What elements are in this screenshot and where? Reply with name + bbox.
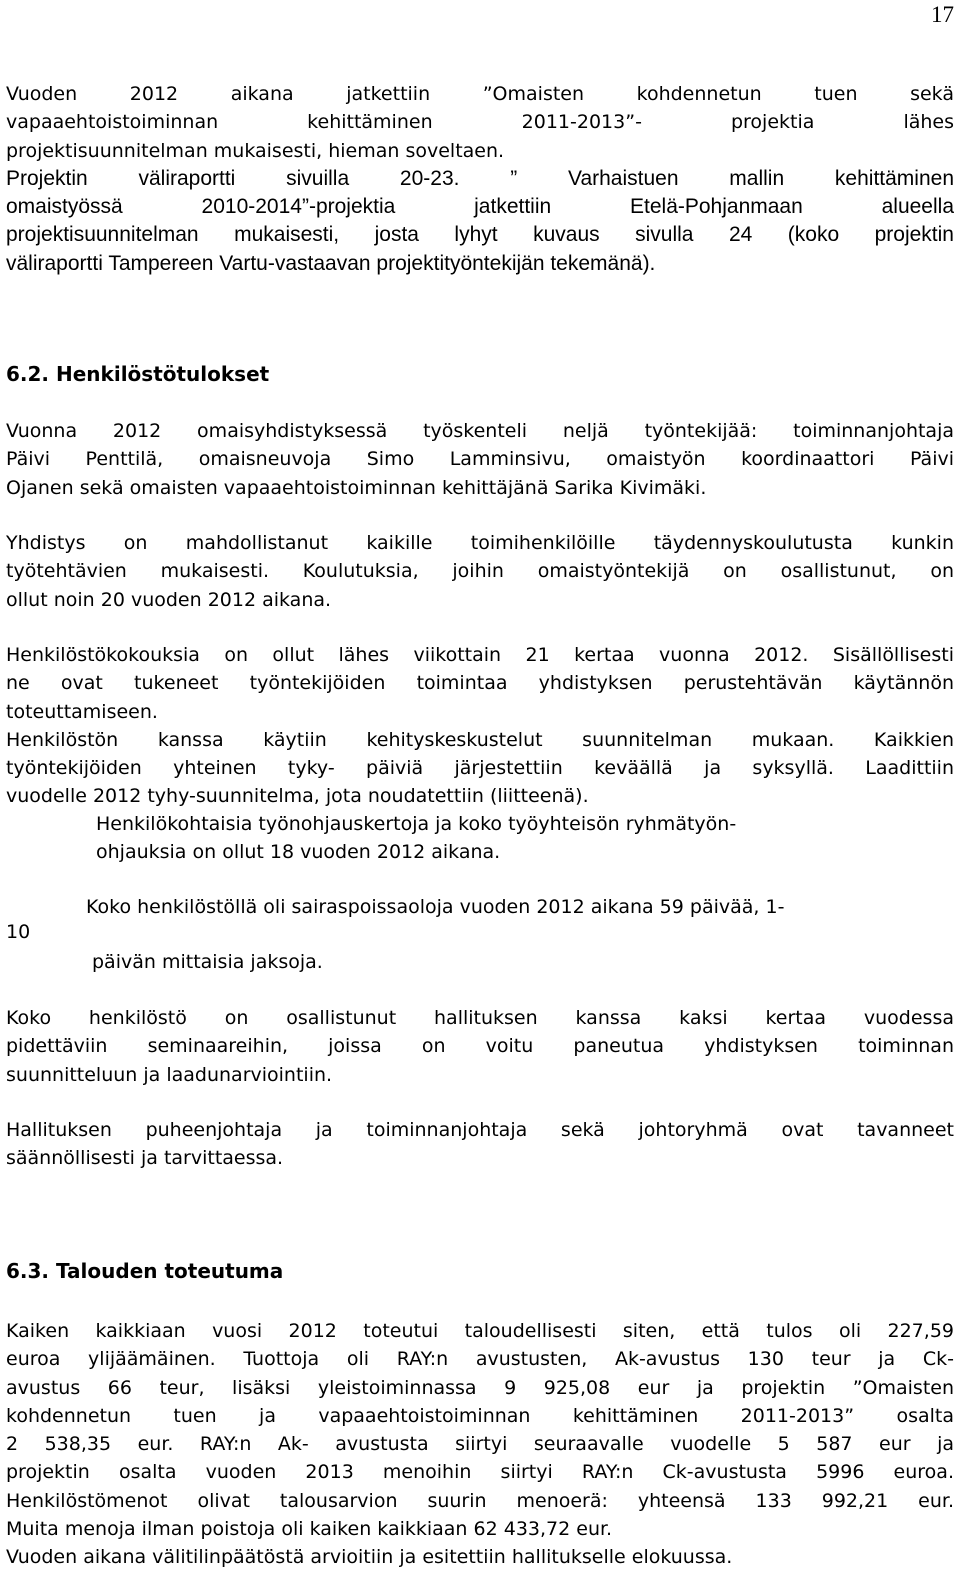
text-line: Koko henkilöstö on osallistunut hallituksen kanssa kaksi kertaa vuodessa <box>6 1007 954 1029</box>
text-line: avustus 66 teur, lisäksi yleistoiminnassa 9 925,08 eur ja projektin ”Omaisten <box>6 1376 954 1399</box>
text-line: omaistyössä 2010-2014”-projektia jatkettiin Etelä-Pohjanmaan alueella <box>6 195 954 219</box>
text-line: Kaiken kaikkiaan vuosi 2012 toteutui taloudellisesti siten, että tulos oli 227,59 <box>6 1320 954 1342</box>
text-line: toteuttamiseen. <box>6 700 158 723</box>
text-line: Muita menoja ilman poistoja oli kaiken kaikkiaan 62 433,72 eur. <box>6 1518 613 1541</box>
text-line: Vuonna 2012 omaisyhdistyksessä työskenteli neljä työntekijää: toiminnanjohtaja <box>6 420 954 442</box>
text-line: Yhdistys on mahdollistanut kaikille toimihenkilöille täydennyskoulutusta kunkin <box>6 532 954 554</box>
text-line: ohjauksia on ollut 18 vuoden 2012 aikana. <box>96 841 501 864</box>
meetings-paragraph <box>6 641 954 811</box>
coaching-paragraph <box>96 810 736 867</box>
page-number: 17 <box>931 2 954 27</box>
text-line: ollut noin 20 vuoden 2012 aikana. <box>6 588 332 611</box>
text-line: Ojanen sekä omaisten vapaaehtoistoiminnan kehittäjänä Sarika Kivimäki. <box>6 476 707 499</box>
intro-paragraph <box>6 80 954 278</box>
text-line: projektisuunnitelman mukaisesti, hieman soveltaen. <box>6 139 505 162</box>
text-line: vuodelle 2012 tyhy-suunnitelma, jota noudatettiin (liitteenä). <box>6 785 589 808</box>
text-line: vapaaehtoistoiminnan kehittäminen 2011-2013”- projektia lähes <box>6 111 954 134</box>
text-line: projektisuunnitelman mukaisesti, josta lyhyt kuvaus sivulla 24 (koko projektin <box>6 223 954 247</box>
sick-leave-line: Koko henkilöstöllä oli sairaspoissaoloja vuoden 2012 aikana 59 päivää, 1- <box>86 896 785 918</box>
text-line: Henkilökohtaisia työnohjauskertoja ja koko työyhteisön ryhmätyön- <box>96 813 737 835</box>
text-line: ne ovat tukeneet työntekijöiden toimintaa yhdistyksen perustehtävän käytännön <box>6 672 954 695</box>
board-paragraph <box>6 1116 954 1173</box>
text-line: Päivi Penttilä, omaisneuvoja Simo Lamminsivu, omaistyön koordinaattori Päivi <box>6 448 954 471</box>
text-line: säännöllisesti ja tarvittaessa. <box>6 1147 284 1170</box>
text-line: Henkilöstömenot olivat talousarvion suurin menoerä: yhteensä 133 992,21 eur. <box>6 1489 954 1512</box>
text-line: pidettäviin seminaareihin, joissa on voitu paneutua yhdistyksen toiminnan <box>6 1035 954 1058</box>
text-line: työtehtävien mukaisesti. Koulutuksia, joihin omaistyöntekijä on osallistunut, on <box>6 560 954 583</box>
text-line: projektin osalta vuoden 2013 menoihin siirtyi RAY:n Ck-avustusta 5996 euroa. <box>6 1461 954 1484</box>
text-line: työntekijöiden yhteinen tyky- päiviä järjestettiin keväällä ja syksyllä. Laadittiin <box>6 757 954 780</box>
text-line: 2 538,35 eur. RAY:n Ak- avustusta siirtyi seuraavalle vuodelle 5 587 eur ja <box>6 1433 954 1456</box>
training-paragraph <box>6 529 954 614</box>
text-line: Hallituksen puheenjohtaja ja toiminnanjohtaja sekä johtoryhmä ovat tavanneet <box>6 1119 954 1141</box>
text-line: suunnitteluun ja laadunarviointiin. <box>6 1063 333 1086</box>
section-heading-6-2: 6.2. Henkilöstötulokset <box>6 362 270 386</box>
sick-leave-line-2: päivän mittaisia jaksoja. <box>92 951 323 973</box>
staff-paragraph <box>6 417 954 502</box>
text-line: Henkilöstön kanssa käytiin kehityskeskustelut suunnitelman mukaan. Kaikkien <box>6 728 954 751</box>
text-line: Vuoden 2012 aikana jatkettiin ”Omaisten kohdennetun tuen sekä <box>6 83 954 105</box>
sick-leave-number: 10 <box>6 921 31 943</box>
text-line: euroa ylijäämäinen. Tuottoja oli RAY:n avustusten, Ak-avustus 130 teur ja Ck- <box>6 1348 954 1371</box>
text-line: Vuoden aikana välitilinpäätöstä arvioitiin ja esitettiin hallitukselle elokuussa. <box>6 1546 733 1569</box>
text-line: Projektin väliraportti sivuilla 20-23. ” Varhaistuen mallin kehittäminen <box>6 166 954 190</box>
seminar-paragraph <box>6 1004 954 1089</box>
text-line: väliraportti Tampereen Vartu-vastaavan projektityöntekijän tekemänä). <box>6 251 656 275</box>
finance-paragraph <box>6 1317 954 1572</box>
text-line: kohdennetun tuen ja vapaaehtoistoiminnan kehittäminen 2011-2013” osalta <box>6 1404 954 1427</box>
text-line: Henkilöstökokouksia on ollut lähes viikottain 21 kertaa vuonna 2012. Sisällöllisesti <box>6 644 954 666</box>
section-heading-6-3: 6.3. Talouden toteutuma <box>6 1259 284 1283</box>
